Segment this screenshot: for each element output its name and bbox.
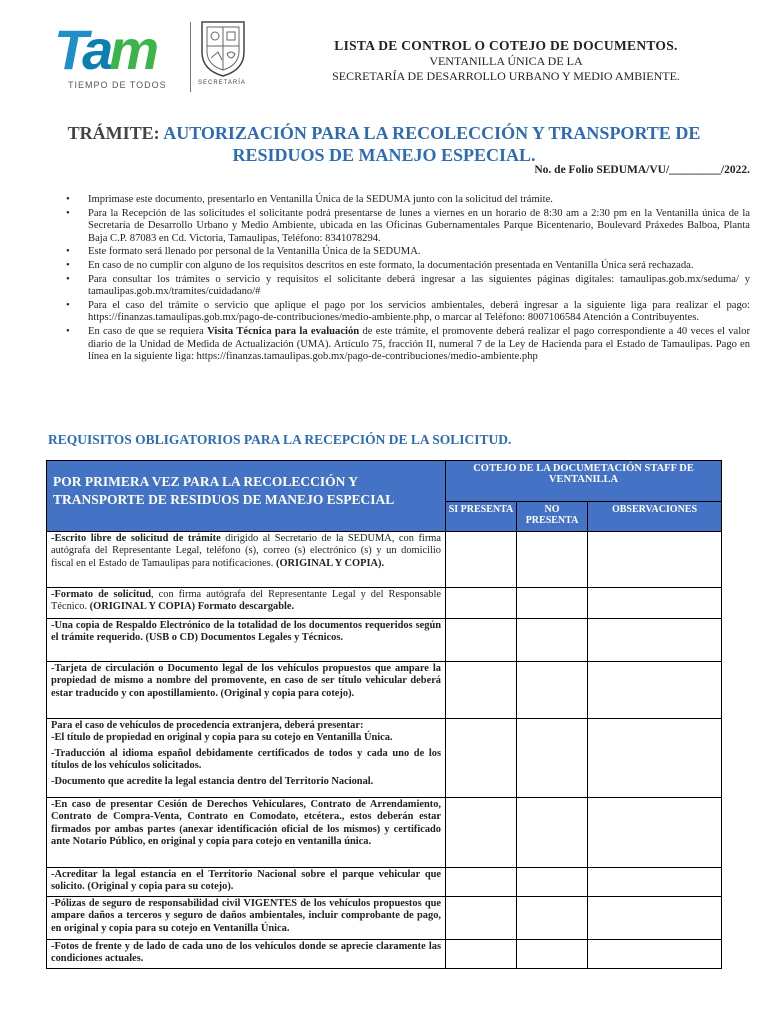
col-no-presenta: NO PRESENTA <box>517 502 588 532</box>
no-presenta-cell[interactable] <box>517 868 588 897</box>
req-bold: -Escrito libre de solicitud de trámite <box>51 533 221 544</box>
instruction-text: de este trámite, el promovente deberá realizar el pago correspondiente a 40 veces el valor diario de la Unidad de Medida de Actualización (UMA). Artículo 75, fracción II, numeral 7 de la Ley de Hacienda para el Estado de Tamaulipas. Pago en línea en la siguiente liga: https://finanzas.tamaulipas.gob.mx/pago-de-contribuciones/medio-ambiente.php <box>88 325 750 363</box>
tramite-value: AUTORIZACIÓN PARA LA RECOLECCIÓN Y TRANSPORTE DE RESIDUOS DE MANEJO ESPECIAL. <box>163 123 701 165</box>
instruction-item: • Para el caso del trámite o servicio que aplique el pago por los servicios ambientales, deberá ingresar a la siguiente liga para realizar el pago: https://finanzas.tamaulipas.gob.mx/pago-de-contribuciones/medio-ambiente.php, o marcar al Teléfono: 8007106584 Atención a Contribuyentes. <box>62 300 750 325</box>
req-bold: -Documento que acredite la legal estancia dentro del Territorio Nacional. <box>51 775 374 787</box>
cotejo-header: COTEJO DE LA DOCUMETACIÓN STAFF DE VENTANILLA <box>446 461 722 502</box>
tam-logo <box>48 18 188 96</box>
no-presenta-cell[interactable] <box>517 619 588 662</box>
brand-letter: T <box>54 18 83 81</box>
req-bold: -Una copia de Respaldo Electrónico de la totalidad de los documentos requeridos según el trámite requerido. (USB o CD) Documentos Legales y Técnicos. <box>51 620 441 644</box>
no-presenta-cell[interactable] <box>517 940 588 969</box>
requisito-text <box>47 897 446 940</box>
table-row <box>47 532 722 588</box>
observaciones-cell[interactable] <box>588 619 722 662</box>
observaciones-cell[interactable] <box>588 532 722 588</box>
table-main-header: POR PRIMERA VEZ PARA LA RECOLECCIÓN Y TRANSPORTE DE RESIDUOS DE MANEJO ESPECIAL <box>47 461 446 532</box>
si-presenta-cell[interactable] <box>446 940 517 969</box>
col-observaciones: OBSERVACIONES <box>588 502 722 532</box>
instruction-item: • Este formato será llenado por personal de la Ventanilla Única de la SEDUMA. <box>62 246 750 259</box>
header-title: LISTA DE CONTROL O COTEJO DE DOCUMENTOS. <box>334 38 678 53</box>
requisito-text <box>47 868 446 897</box>
col-si-presenta: SI PRESENTA <box>446 502 517 532</box>
instruction-item: • En caso de no cumplir con alguno de los requisitos descritos en este formato, la documentación presentada en Ventanilla Única será rechazada. <box>62 260 750 273</box>
req-line <box>51 776 441 788</box>
req-text: dirigido al Secretario de la SEDUMA, con firma autógrafa del Representante Legal, teléfono (s), correo (s) electrónico (s) y un domicilio fiscal en el Estado de Tamaulipas para notificaciones. <box>51 533 441 569</box>
req-bold: -Traducción al idioma español debidamente certificados de todos y cada uno de los títulos de los vehículos solicitados. <box>51 747 441 772</box>
si-presenta-cell[interactable] <box>446 719 517 798</box>
si-presenta-cell[interactable] <box>446 532 517 588</box>
table-row <box>47 897 722 940</box>
instruction-item: • Imprimase este documento, presentarlo en Ventanilla Única de la SEDUMA junto con la solicitud del trámite. <box>62 194 750 207</box>
requisitos-table <box>46 460 722 969</box>
table-row <box>47 940 722 969</box>
folio-number: No. de Folio SEDUMA/VU/_________/2022. <box>534 164 750 176</box>
requisito-text <box>47 940 446 969</box>
instruction-item <box>62 326 750 364</box>
requisito-text <box>47 798 446 868</box>
req-bold: -Formato de solicitud <box>51 589 152 600</box>
si-presenta-cell[interactable] <box>446 868 517 897</box>
table-row <box>47 868 722 897</box>
req-text: , con firma autógrafa del Representante Legal y del Responsable Técnico. <box>51 589 441 613</box>
requisito-text <box>47 619 446 662</box>
observaciones-cell[interactable] <box>588 940 722 969</box>
req-bold: -Acreditar la legal estancia en el Territorio Nacional sobre el parque vehicular que solicito. (Original y copia para su cotejo). <box>51 869 441 893</box>
brand-letter: m <box>109 18 156 81</box>
req-bold: -Fotos de frente y de lado de cada uno de los vehículos donde se aprecie claramente las condiciones actuales. <box>51 941 441 965</box>
no-presenta-cell[interactable] <box>517 532 588 588</box>
no-presenta-cell[interactable] <box>517 588 588 619</box>
instruction-text: En caso de que se requiera <box>88 325 208 337</box>
table-row <box>47 619 722 662</box>
req-bold: Para el caso de vehículos de procedencia extranjera, deberá presentar: <box>51 720 364 731</box>
req-bold: -En caso de presentar Cesión de Derechos Vehiculares, Contrato de Arrendamiento, Contrato de Compra-Venta, Contrato en Comodato, etcétera., estos deberán estar firmados por ambas partes (anexar identificación oficial de los mismos) y certificado ante Notario Público, en original y copia para cotejo en ventanilla única. <box>51 799 441 848</box>
req-line <box>51 720 441 732</box>
brand-text <box>54 18 156 81</box>
req-bold: (ORIGINAL Y COPIA) Formato descargable. <box>89 601 295 613</box>
seal-label: SECRETARÍA <box>198 80 246 86</box>
si-presenta-cell[interactable] <box>446 619 517 662</box>
no-presenta-cell[interactable] <box>517 897 588 940</box>
table-row <box>47 588 722 619</box>
instruction-item: • Para consultar los trámites o servicio y requisitos el solicitante deberá ingresar a las siguientes páginas digitales: tamaulipas.gob.mx/seduma/ y tamaulipas.gob.mx/tramites/cuidadano/# <box>62 274 750 299</box>
no-presenta-cell[interactable] <box>517 798 588 868</box>
header-subtitle-2: SECRETARÍA DE DESARROLLO URBANO Y MEDIO AMBIENTE. <box>332 69 680 83</box>
logo-divider <box>190 22 191 92</box>
observaciones-cell[interactable] <box>588 662 722 719</box>
tramite-title <box>40 122 728 166</box>
requisito-text <box>47 588 446 619</box>
table-row <box>47 719 722 798</box>
si-presenta-cell[interactable] <box>446 798 517 868</box>
brand-letter: a <box>82 18 110 81</box>
observaciones-cell[interactable] <box>588 798 722 868</box>
instructions-list <box>62 194 750 365</box>
no-presenta-cell[interactable] <box>517 662 588 719</box>
si-presenta-cell[interactable] <box>446 662 517 719</box>
instruction-bold: Visita Técnica para la evaluación <box>207 325 360 337</box>
tramite-label: TRÁMITE: <box>67 123 160 143</box>
observaciones-cell[interactable] <box>588 719 722 798</box>
req-bold: (ORIGINAL Y COPIA). <box>276 557 385 569</box>
observaciones-cell[interactable] <box>588 897 722 940</box>
state-seal-icon <box>196 18 250 92</box>
brand-letters <box>54 18 155 81</box>
req-bold: -Pólizas de seguro de responsabilidad civil VIGENTES de los vehículos propuestos que ampare daños a terceros y seguro de daños ambientales, incluir comprobante de pago, en original y copia para su cotejo en Ventanilla Única. <box>51 898 441 934</box>
requisito-text <box>47 662 446 719</box>
observaciones-cell[interactable] <box>588 868 722 897</box>
no-presenta-cell[interactable] <box>517 719 588 798</box>
header-subtitle-1: VENTANILLA ÚNICA DE LA <box>429 54 583 68</box>
req-line <box>51 732 441 744</box>
logo-tagline: TIEMPO DE TODOS <box>68 80 167 90</box>
req-bold: -Tarjeta de circulación o Documento legal de los vehículos propuestos que ampare la propiedad de mismo a nombre del promovente, en caso de ser título vehicular deberá estar traducido y con apostillamiento. (Original y copia para cotejo). <box>51 663 441 699</box>
req-bold: -El título de propiedad en original y copia para su cotejo en Ventanilla Única. <box>51 732 393 744</box>
si-presenta-cell[interactable] <box>446 897 517 940</box>
requisito-text <box>47 719 446 798</box>
requisitos-title: REQUISITOS OBLIGATORIOS PARA LA RECEPCIÓN DE LA SOLICITUD. <box>48 432 512 447</box>
document-header <box>296 38 716 84</box>
table-row <box>47 662 722 719</box>
requisito-text <box>47 532 446 588</box>
observaciones-cell[interactable] <box>588 588 722 619</box>
si-presenta-cell[interactable] <box>446 588 517 619</box>
instruction-item: • Para la Recepción de las solicitudes el solicitante podrá presentarse de lunes a viernes en un horario de 8:30 am a 2:30 pm en la Ventanilla única de la Secretaría de Desarrollo Urbano y Medio Ambiente, ubicada en las Oficinas Gubernamentales Parque Bicentenario, Boulevard Práxedes Balboa, Planta Baja C.P. 87083 en Cd. Victoria, Tamaulipas, Teléfono: 8341078294. <box>62 208 750 246</box>
req-line <box>51 748 441 773</box>
table-row <box>47 798 722 868</box>
